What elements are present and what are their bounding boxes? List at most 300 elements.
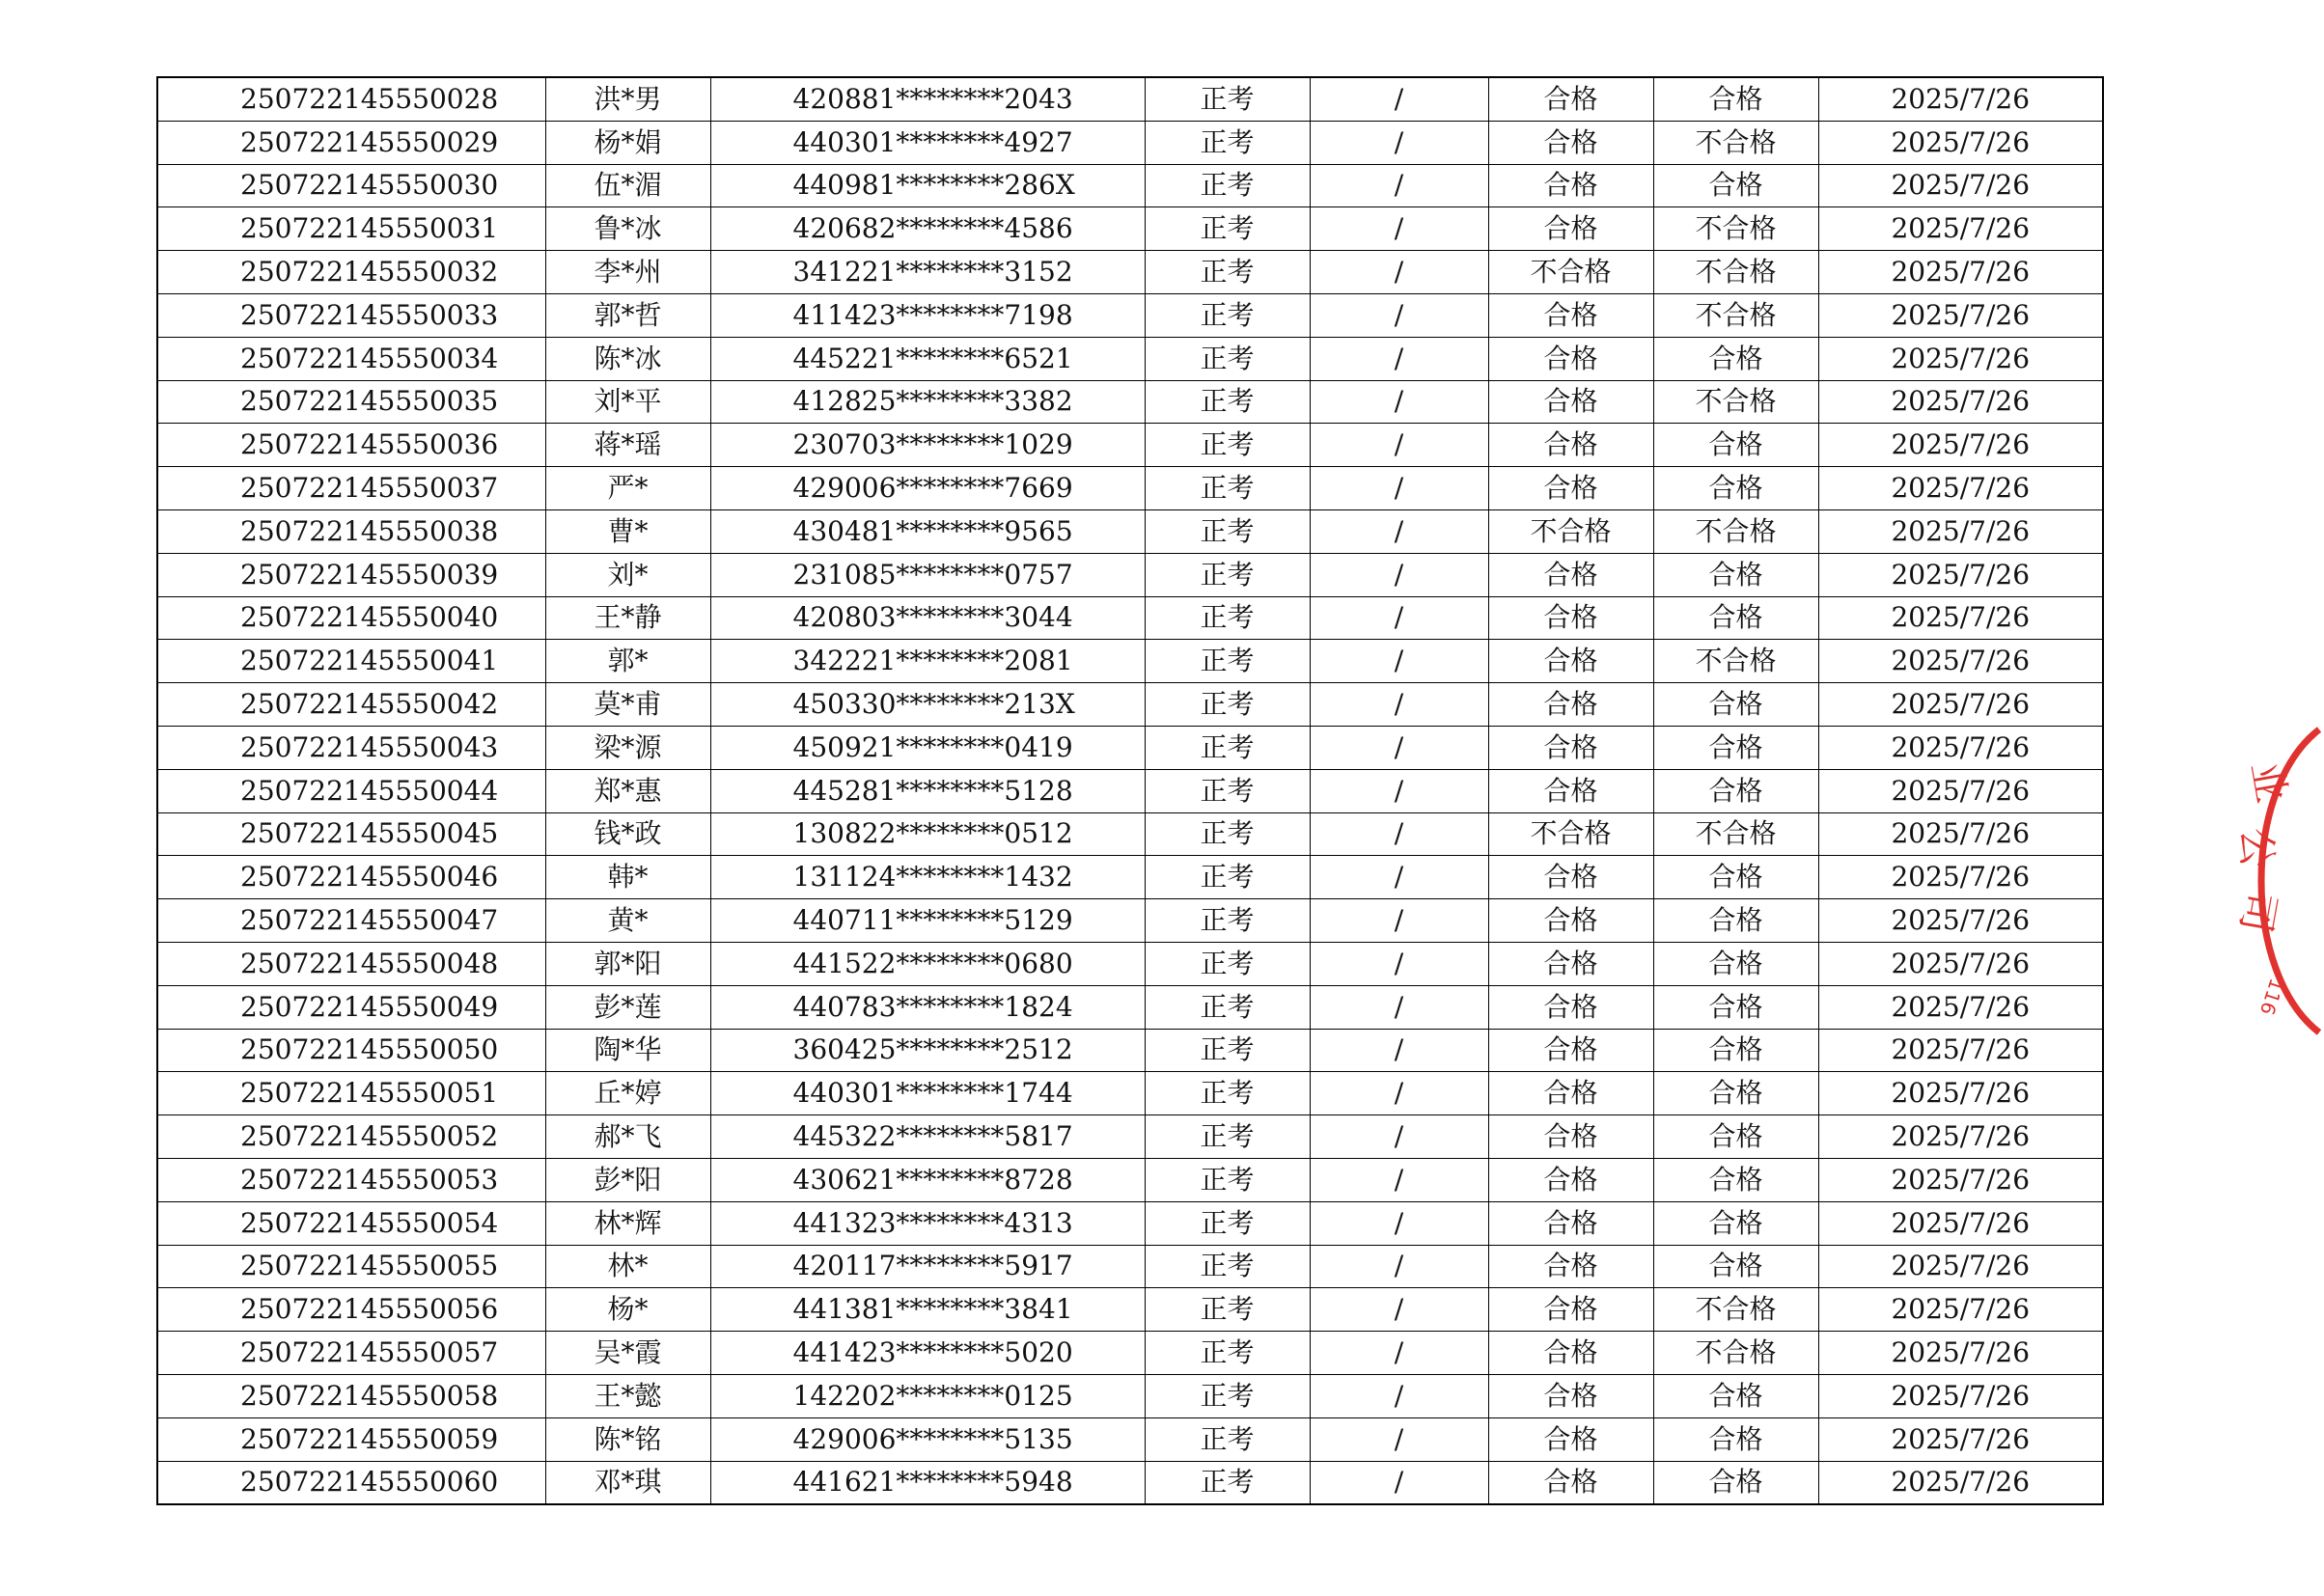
result-2-cell: 不合格 bbox=[1653, 812, 1818, 856]
result-1-cell: 合格 bbox=[1488, 424, 1653, 467]
exam-id-cell: 250722145550054 bbox=[157, 1201, 545, 1245]
id-number-cell: 440711********5129 bbox=[710, 899, 1145, 943]
date-cell: 2025/7/26 bbox=[1818, 769, 2103, 812]
name-cell: 刘* bbox=[545, 553, 710, 596]
result-2-cell: 不合格 bbox=[1653, 293, 1818, 337]
date-cell: 2025/7/26 bbox=[1818, 985, 2103, 1029]
remark-cell: / bbox=[1310, 1158, 1488, 1201]
name-cell: 陈*冰 bbox=[545, 337, 710, 380]
remark-cell: / bbox=[1310, 812, 1488, 856]
result-2-cell: 合格 bbox=[1653, 1158, 1818, 1201]
exam-id-cell: 250722145550053 bbox=[157, 1158, 545, 1201]
date-cell: 2025/7/26 bbox=[1818, 1245, 2103, 1288]
result-2-cell: 合格 bbox=[1653, 596, 1818, 640]
id-number-cell: 429006********5135 bbox=[710, 1417, 1145, 1461]
exam-type-cell: 正考 bbox=[1145, 553, 1310, 596]
seal-text bbox=[2231, 758, 2296, 937]
name-cell: 曹* bbox=[545, 509, 710, 553]
result-1-cell: 不合格 bbox=[1488, 509, 1653, 553]
result-1-cell: 合格 bbox=[1488, 77, 1653, 121]
exam-id-cell: 250722145550036 bbox=[157, 424, 545, 467]
name-cell: 王*懿 bbox=[545, 1374, 710, 1417]
exam-type-cell: 正考 bbox=[1145, 1115, 1310, 1159]
name-cell: 黄* bbox=[545, 899, 710, 943]
result-1-cell: 合格 bbox=[1488, 380, 1653, 424]
remark-cell: / bbox=[1310, 1417, 1488, 1461]
remark-cell: / bbox=[1310, 856, 1488, 899]
remark-cell: / bbox=[1310, 1201, 1488, 1245]
id-number-cell: 445221********6521 bbox=[710, 337, 1145, 380]
exam-type-cell: 正考 bbox=[1145, 1072, 1310, 1115]
result-1-cell: 不合格 bbox=[1488, 812, 1653, 856]
remark-cell: / bbox=[1310, 1461, 1488, 1504]
date-cell: 2025/7/26 bbox=[1818, 467, 2103, 510]
result-1-cell: 不合格 bbox=[1488, 251, 1653, 294]
table-row bbox=[157, 1158, 2103, 1201]
seal-number: 116 bbox=[2255, 976, 2289, 1018]
result-2-cell: 合格 bbox=[1653, 1115, 1818, 1159]
table-row bbox=[157, 1417, 2103, 1461]
id-number-cell: 440981********286X bbox=[710, 164, 1145, 207]
date-cell: 2025/7/26 bbox=[1818, 856, 2103, 899]
exam-id-cell: 250722145550031 bbox=[157, 207, 545, 251]
result-1-cell: 合格 bbox=[1488, 856, 1653, 899]
table-row bbox=[157, 1332, 2103, 1375]
id-number-cell: 420803********3044 bbox=[710, 596, 1145, 640]
name-cell: 杨* bbox=[545, 1288, 710, 1332]
exam-id-cell: 250722145550032 bbox=[157, 251, 545, 294]
date-cell: 2025/7/26 bbox=[1818, 726, 2103, 769]
date-cell: 2025/7/26 bbox=[1818, 207, 2103, 251]
exam-id-cell: 250722145550055 bbox=[157, 1245, 545, 1288]
table-row bbox=[157, 164, 2103, 207]
exam-id-cell: 250722145550033 bbox=[157, 293, 545, 337]
remark-cell: / bbox=[1310, 1332, 1488, 1375]
result-1-cell: 合格 bbox=[1488, 1417, 1653, 1461]
exam-type-cell: 正考 bbox=[1145, 985, 1310, 1029]
result-1-cell: 合格 bbox=[1488, 985, 1653, 1029]
remark-cell: / bbox=[1310, 509, 1488, 553]
result-2-cell: 合格 bbox=[1653, 1201, 1818, 1245]
date-cell: 2025/7/26 bbox=[1818, 1115, 2103, 1159]
id-number-cell: 441522********0680 bbox=[710, 942, 1145, 985]
result-1-cell: 合格 bbox=[1488, 293, 1653, 337]
id-number-cell: 412825********3382 bbox=[710, 380, 1145, 424]
remark-cell: / bbox=[1310, 1374, 1488, 1417]
result-2-cell: 合格 bbox=[1653, 856, 1818, 899]
table-row bbox=[157, 640, 2103, 683]
result-2-cell: 不合格 bbox=[1653, 380, 1818, 424]
date-cell: 2025/7/26 bbox=[1818, 596, 2103, 640]
exam-type-cell: 正考 bbox=[1145, 596, 1310, 640]
table-row bbox=[157, 726, 2103, 769]
result-2-cell: 合格 bbox=[1653, 726, 1818, 769]
table-row bbox=[157, 293, 2103, 337]
remark-cell: / bbox=[1310, 596, 1488, 640]
id-number-cell: 440301********4927 bbox=[710, 121, 1145, 164]
exam-id-cell: 250722145550039 bbox=[157, 553, 545, 596]
id-number-cell: 430621********8728 bbox=[710, 1158, 1145, 1201]
result-2-cell: 合格 bbox=[1653, 164, 1818, 207]
exam-id-cell: 250722145550060 bbox=[157, 1461, 545, 1504]
name-cell: 杨*娟 bbox=[545, 121, 710, 164]
result-2-cell: 不合格 bbox=[1653, 1288, 1818, 1332]
table-row bbox=[157, 1374, 2103, 1417]
exam-type-cell: 正考 bbox=[1145, 293, 1310, 337]
table-row bbox=[157, 856, 2103, 899]
exam-type-cell: 正考 bbox=[1145, 856, 1310, 899]
exam-id-cell: 250722145550042 bbox=[157, 683, 545, 727]
exam-type-cell: 正考 bbox=[1145, 1288, 1310, 1332]
table-row bbox=[157, 769, 2103, 812]
remark-cell: / bbox=[1310, 380, 1488, 424]
name-cell: 刘*平 bbox=[545, 380, 710, 424]
id-number-cell: 441381********3841 bbox=[710, 1288, 1145, 1332]
name-cell: 林* bbox=[545, 1245, 710, 1288]
result-1-cell: 合格 bbox=[1488, 1461, 1653, 1504]
result-2-cell: 不合格 bbox=[1653, 251, 1818, 294]
name-cell: 郝*飞 bbox=[545, 1115, 710, 1159]
date-cell: 2025/7/26 bbox=[1818, 1374, 2103, 1417]
exam-type-cell: 正考 bbox=[1145, 812, 1310, 856]
seal-char-1: 业 bbox=[2242, 757, 2296, 807]
date-cell: 2025/7/26 bbox=[1818, 899, 2103, 943]
date-cell: 2025/7/26 bbox=[1818, 640, 2103, 683]
name-cell: 郭*阳 bbox=[545, 942, 710, 985]
table-row bbox=[157, 553, 2103, 596]
result-1-cell: 合格 bbox=[1488, 1029, 1653, 1072]
result-2-cell: 合格 bbox=[1653, 1072, 1818, 1115]
table-row bbox=[157, 683, 2103, 727]
id-number-cell: 230703********1029 bbox=[710, 424, 1145, 467]
remark-cell: / bbox=[1310, 1115, 1488, 1159]
id-number-cell: 441323********4313 bbox=[710, 1201, 1145, 1245]
exam-type-cell: 正考 bbox=[1145, 769, 1310, 812]
result-1-cell: 合格 bbox=[1488, 467, 1653, 510]
date-cell: 2025/7/26 bbox=[1818, 77, 2103, 121]
result-1-cell: 合格 bbox=[1488, 942, 1653, 985]
id-number-cell: 440783********1824 bbox=[710, 985, 1145, 1029]
date-cell: 2025/7/26 bbox=[1818, 164, 2103, 207]
remark-cell: / bbox=[1310, 164, 1488, 207]
result-1-cell: 合格 bbox=[1488, 1158, 1653, 1201]
date-cell: 2025/7/26 bbox=[1818, 1158, 2103, 1201]
exam-id-cell: 250722145550034 bbox=[157, 337, 545, 380]
date-cell: 2025/7/26 bbox=[1818, 942, 2103, 985]
id-number-cell: 420881********2043 bbox=[710, 77, 1145, 121]
result-2-cell: 合格 bbox=[1653, 985, 1818, 1029]
date-cell: 2025/7/26 bbox=[1818, 553, 2103, 596]
remark-cell: / bbox=[1310, 640, 1488, 683]
exam-type-cell: 正考 bbox=[1145, 640, 1310, 683]
result-2-cell: 不合格 bbox=[1653, 121, 1818, 164]
result-1-cell: 合格 bbox=[1488, 121, 1653, 164]
exam-id-cell: 250722145550047 bbox=[157, 899, 545, 943]
exam-type-cell: 正考 bbox=[1145, 1332, 1310, 1375]
exam-type-cell: 正考 bbox=[1145, 509, 1310, 553]
table-row bbox=[157, 251, 2103, 294]
name-cell: 陈*铭 bbox=[545, 1417, 710, 1461]
result-2-cell: 合格 bbox=[1653, 942, 1818, 985]
table-row bbox=[157, 596, 2103, 640]
results-table bbox=[156, 76, 2104, 1505]
exam-type-cell: 正考 bbox=[1145, 1245, 1310, 1288]
name-cell: 彭*阳 bbox=[545, 1158, 710, 1201]
name-cell: 郭* bbox=[545, 640, 710, 683]
result-1-cell: 合格 bbox=[1488, 1115, 1653, 1159]
table-body bbox=[157, 77, 2103, 1504]
name-cell: 洪*男 bbox=[545, 77, 710, 121]
name-cell: 钱*政 bbox=[545, 812, 710, 856]
remark-cell: / bbox=[1310, 683, 1488, 727]
remark-cell: / bbox=[1310, 1072, 1488, 1115]
remark-cell: / bbox=[1310, 899, 1488, 943]
result-2-cell: 不合格 bbox=[1653, 509, 1818, 553]
result-2-cell: 不合格 bbox=[1653, 207, 1818, 251]
result-1-cell: 合格 bbox=[1488, 207, 1653, 251]
exam-id-cell: 250722145550038 bbox=[157, 509, 545, 553]
exam-type-cell: 正考 bbox=[1145, 424, 1310, 467]
table-row bbox=[157, 509, 2103, 553]
exam-type-cell: 正考 bbox=[1145, 1417, 1310, 1461]
table-row bbox=[157, 1072, 2103, 1115]
exam-type-cell: 正考 bbox=[1145, 77, 1310, 121]
id-number-cell: 429006********7669 bbox=[710, 467, 1145, 510]
id-number-cell: 342221********2081 bbox=[710, 640, 1145, 683]
result-1-cell: 合格 bbox=[1488, 164, 1653, 207]
result-1-cell: 合格 bbox=[1488, 899, 1653, 943]
name-cell: 梁*源 bbox=[545, 726, 710, 769]
exam-type-cell: 正考 bbox=[1145, 1158, 1310, 1201]
date-cell: 2025/7/26 bbox=[1818, 1461, 2103, 1504]
result-2-cell: 合格 bbox=[1653, 769, 1818, 812]
result-2-cell: 合格 bbox=[1653, 1245, 1818, 1288]
remark-cell: / bbox=[1310, 77, 1488, 121]
exam-type-cell: 正考 bbox=[1145, 726, 1310, 769]
table-row bbox=[157, 121, 2103, 164]
result-1-cell: 合格 bbox=[1488, 769, 1653, 812]
result-1-cell: 合格 bbox=[1488, 1332, 1653, 1375]
name-cell: 林*辉 bbox=[545, 1201, 710, 1245]
result-2-cell: 不合格 bbox=[1653, 640, 1818, 683]
exam-id-cell: 250722145550041 bbox=[157, 640, 545, 683]
exam-id-cell: 250722145550049 bbox=[157, 985, 545, 1029]
exam-id-cell: 250722145550051 bbox=[157, 1072, 545, 1115]
table-row bbox=[157, 899, 2103, 943]
result-1-cell: 合格 bbox=[1488, 726, 1653, 769]
remark-cell: / bbox=[1310, 337, 1488, 380]
id-number-cell: 341221********3152 bbox=[710, 251, 1145, 294]
result-2-cell: 合格 bbox=[1653, 1374, 1818, 1417]
id-number-cell: 411423********7198 bbox=[710, 293, 1145, 337]
result-1-cell: 合格 bbox=[1488, 640, 1653, 683]
result-2-cell: 合格 bbox=[1653, 1029, 1818, 1072]
exam-id-cell: 250722145550037 bbox=[157, 467, 545, 510]
remark-cell: / bbox=[1310, 1288, 1488, 1332]
id-number-cell: 441621********5948 bbox=[710, 1461, 1145, 1504]
exam-id-cell: 250722145550046 bbox=[157, 856, 545, 899]
exam-type-cell: 正考 bbox=[1145, 467, 1310, 510]
result-2-cell: 合格 bbox=[1653, 424, 1818, 467]
table-row bbox=[157, 812, 2103, 856]
date-cell: 2025/7/26 bbox=[1818, 1072, 2103, 1115]
result-2-cell: 合格 bbox=[1653, 553, 1818, 596]
result-2-cell: 合格 bbox=[1653, 337, 1818, 380]
remark-cell: / bbox=[1310, 293, 1488, 337]
table-row bbox=[157, 77, 2103, 121]
remark-cell: / bbox=[1310, 985, 1488, 1029]
exam-id-cell: 250722145550045 bbox=[157, 812, 545, 856]
id-number-cell: 450330********213X bbox=[710, 683, 1145, 727]
exam-id-cell: 250722145550028 bbox=[157, 77, 545, 121]
name-cell: 邓*琪 bbox=[545, 1461, 710, 1504]
id-number-cell: 130822********0512 bbox=[710, 812, 1145, 856]
date-cell: 2025/7/26 bbox=[1818, 380, 2103, 424]
id-number-cell: 445322********5817 bbox=[710, 1115, 1145, 1159]
company-seal-stamp bbox=[2189, 722, 2324, 1040]
date-cell: 2025/7/26 bbox=[1818, 424, 2103, 467]
remark-cell: / bbox=[1310, 424, 1488, 467]
id-number-cell: 430481********9565 bbox=[710, 509, 1145, 553]
exam-id-cell: 250722145550048 bbox=[157, 942, 545, 985]
exam-id-cell: 250722145550058 bbox=[157, 1374, 545, 1417]
exam-id-cell: 250722145550052 bbox=[157, 1115, 545, 1159]
date-cell: 2025/7/26 bbox=[1818, 121, 2103, 164]
exam-id-cell: 250722145550043 bbox=[157, 726, 545, 769]
id-number-cell: 450921********0419 bbox=[710, 726, 1145, 769]
result-2-cell: 不合格 bbox=[1653, 1332, 1818, 1375]
name-cell: 郭*哲 bbox=[545, 293, 710, 337]
table-row bbox=[157, 942, 2103, 985]
seal-char-2: 公 bbox=[2233, 828, 2281, 869]
name-cell: 王*静 bbox=[545, 596, 710, 640]
id-number-cell: 231085********0757 bbox=[710, 553, 1145, 596]
remark-cell: / bbox=[1310, 121, 1488, 164]
remark-cell: / bbox=[1310, 553, 1488, 596]
remark-cell: / bbox=[1310, 467, 1488, 510]
id-number-cell: 440301********1744 bbox=[710, 1072, 1145, 1115]
exam-type-cell: 正考 bbox=[1145, 380, 1310, 424]
exam-type-cell: 正考 bbox=[1145, 942, 1310, 985]
exam-type-cell: 正考 bbox=[1145, 121, 1310, 164]
name-cell: 李*州 bbox=[545, 251, 710, 294]
table-row bbox=[157, 1115, 2103, 1159]
result-2-cell: 合格 bbox=[1653, 467, 1818, 510]
result-1-cell: 合格 bbox=[1488, 1245, 1653, 1288]
exam-type-cell: 正考 bbox=[1145, 1029, 1310, 1072]
name-cell: 彭*莲 bbox=[545, 985, 710, 1029]
remark-cell: / bbox=[1310, 769, 1488, 812]
exam-id-cell: 250722145550057 bbox=[157, 1332, 545, 1375]
table-row bbox=[157, 337, 2103, 380]
date-cell: 2025/7/26 bbox=[1818, 1288, 2103, 1332]
exam-id-cell: 250722145550059 bbox=[157, 1417, 545, 1461]
result-1-cell: 合格 bbox=[1488, 1374, 1653, 1417]
result-1-cell: 合格 bbox=[1488, 1201, 1653, 1245]
table-row bbox=[157, 207, 2103, 251]
date-cell: 2025/7/26 bbox=[1818, 293, 2103, 337]
exam-id-cell: 250722145550050 bbox=[157, 1029, 545, 1072]
date-cell: 2025/7/26 bbox=[1818, 683, 2103, 727]
id-number-cell: 420117********5917 bbox=[710, 1245, 1145, 1288]
seal-char-3: 司 bbox=[2231, 888, 2285, 937]
remark-cell: / bbox=[1310, 726, 1488, 769]
name-cell: 伍*湄 bbox=[545, 164, 710, 207]
result-1-cell: 合格 bbox=[1488, 553, 1653, 596]
table-row bbox=[157, 1245, 2103, 1288]
result-1-cell: 合格 bbox=[1488, 596, 1653, 640]
table-row bbox=[157, 985, 2103, 1029]
remark-cell: / bbox=[1310, 1245, 1488, 1288]
name-cell: 鲁*冰 bbox=[545, 207, 710, 251]
table-row bbox=[157, 1288, 2103, 1332]
exam-type-cell: 正考 bbox=[1145, 164, 1310, 207]
result-1-cell: 合格 bbox=[1488, 683, 1653, 727]
date-cell: 2025/7/26 bbox=[1818, 1417, 2103, 1461]
exam-type-cell: 正考 bbox=[1145, 1374, 1310, 1417]
remark-cell: / bbox=[1310, 251, 1488, 294]
result-2-cell: 合格 bbox=[1653, 77, 1818, 121]
exam-type-cell: 正考 bbox=[1145, 683, 1310, 727]
result-1-cell: 合格 bbox=[1488, 1288, 1653, 1332]
exam-id-cell: 250722145550030 bbox=[157, 164, 545, 207]
date-cell: 2025/7/26 bbox=[1818, 509, 2103, 553]
id-number-cell: 420682********4586 bbox=[710, 207, 1145, 251]
exam-id-cell: 250722145550044 bbox=[157, 769, 545, 812]
result-1-cell: 合格 bbox=[1488, 1072, 1653, 1115]
id-number-cell: 142202********0125 bbox=[710, 1374, 1145, 1417]
name-cell: 严* bbox=[545, 467, 710, 510]
remark-cell: / bbox=[1310, 1029, 1488, 1072]
exam-id-cell: 250722145550056 bbox=[157, 1288, 545, 1332]
name-cell: 蒋*瑶 bbox=[545, 424, 710, 467]
exam-type-cell: 正考 bbox=[1145, 337, 1310, 380]
result-2-cell: 合格 bbox=[1653, 1461, 1818, 1504]
date-cell: 2025/7/26 bbox=[1818, 1029, 2103, 1072]
id-number-cell: 360425********2512 bbox=[710, 1029, 1145, 1072]
exam-id-cell: 250722145550040 bbox=[157, 596, 545, 640]
table-row bbox=[157, 380, 2103, 424]
result-2-cell: 合格 bbox=[1653, 899, 1818, 943]
name-cell: 吴*霞 bbox=[545, 1332, 710, 1375]
date-cell: 2025/7/26 bbox=[1818, 812, 2103, 856]
exam-type-cell: 正考 bbox=[1145, 899, 1310, 943]
exam-id-cell: 250722145550029 bbox=[157, 121, 545, 164]
result-2-cell: 合格 bbox=[1653, 1417, 1818, 1461]
table-row bbox=[157, 467, 2103, 510]
id-number-cell: 441423********5020 bbox=[710, 1332, 1145, 1375]
date-cell: 2025/7/26 bbox=[1818, 251, 2103, 294]
exam-type-cell: 正考 bbox=[1145, 1201, 1310, 1245]
result-2-cell: 合格 bbox=[1653, 683, 1818, 727]
name-cell: 莫*甫 bbox=[545, 683, 710, 727]
date-cell: 2025/7/26 bbox=[1818, 1201, 2103, 1245]
id-number-cell: 131124********1432 bbox=[710, 856, 1145, 899]
exam-type-cell: 正考 bbox=[1145, 251, 1310, 294]
name-cell: 丘*婷 bbox=[545, 1072, 710, 1115]
table-row bbox=[157, 424, 2103, 467]
remark-cell: / bbox=[1310, 207, 1488, 251]
table-row bbox=[157, 1201, 2103, 1245]
exam-type-cell: 正考 bbox=[1145, 207, 1310, 251]
name-cell: 陶*华 bbox=[545, 1029, 710, 1072]
name-cell: 郑*惠 bbox=[545, 769, 710, 812]
remark-cell: / bbox=[1310, 942, 1488, 985]
id-number-cell: 445281********5128 bbox=[710, 769, 1145, 812]
table-row bbox=[157, 1461, 2103, 1504]
date-cell: 2025/7/26 bbox=[1818, 1332, 2103, 1375]
date-cell: 2025/7/26 bbox=[1818, 337, 2103, 380]
